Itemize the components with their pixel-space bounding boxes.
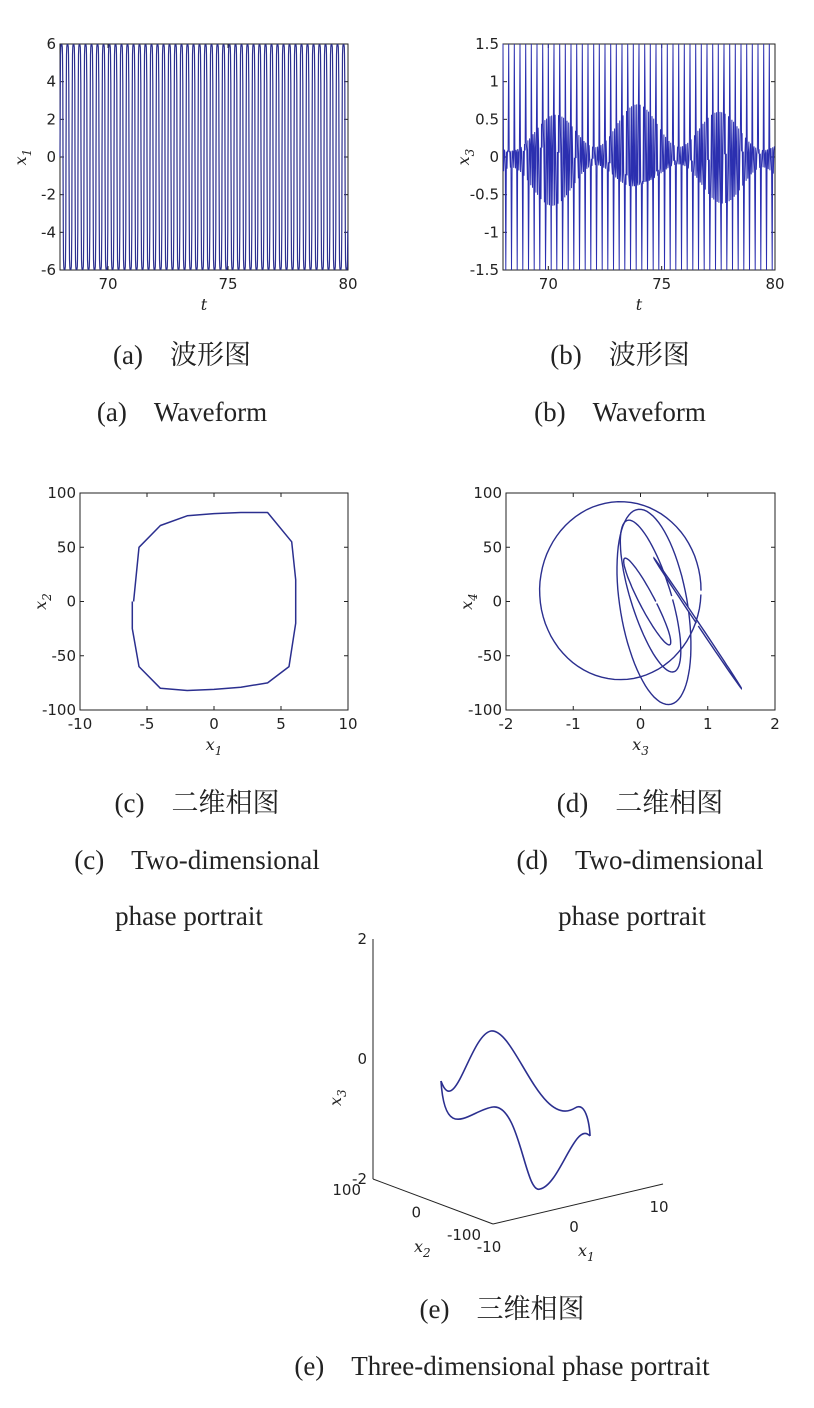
y-tick-label: -50 — [51, 646, 76, 665]
x-tick-label: 5 — [276, 715, 286, 733]
y-axis-label: $x_4$ — [457, 593, 480, 610]
y-tick-label: 0 — [489, 148, 499, 166]
x3-tick-label: 2 — [357, 930, 367, 948]
chart-c — [31, 484, 358, 931]
x-tick-label: 80 — [338, 275, 358, 293]
x-tick-label: 80 — [765, 275, 785, 293]
y-tick-label: 1.5 — [475, 35, 499, 53]
chart-a — [11, 35, 358, 427]
x3-axis-label: $x_3$ — [326, 1089, 349, 1106]
y-tick-label: 0 — [492, 592, 502, 611]
series-x1-line — [60, 45, 348, 270]
x1-axis-label: $x_1$ — [578, 1241, 595, 1264]
x2-tick-label: -100 — [446, 1226, 481, 1244]
x1-tick-label: 0 — [569, 1218, 579, 1236]
caption-cn: (c) 二维相图 — [114, 788, 280, 818]
caption-en: (d) Two-dimensional — [516, 845, 764, 875]
series-3d-lower-branch — [441, 1081, 590, 1189]
y-axis-label: $x_3$ — [454, 148, 477, 166]
x-tick-label: -5 — [139, 715, 155, 733]
x2-axis-label: $x_2$ — [414, 1237, 431, 1260]
plot-frame — [80, 493, 348, 710]
caption-en: (e) Three-dimensional phase portrait — [294, 1351, 710, 1381]
x-axis-label: t — [635, 295, 643, 314]
x-axis-label: t — [200, 295, 208, 314]
y-tick-label: -2 — [41, 185, 56, 204]
y-tick-label: -100 — [41, 701, 76, 719]
caption-en: (c) Two-dimensional — [74, 845, 320, 875]
caption-en: phase portrait — [115, 901, 263, 931]
x-tick-label: 2 — [770, 715, 780, 733]
x-tick-label: 0 — [635, 715, 646, 733]
y-tick-label: 0.5 — [475, 110, 499, 129]
y-tick-label: -0.5 — [469, 185, 499, 204]
x-axis-label: $x_1$ — [205, 735, 223, 758]
y-tick-label: 6 — [46, 35, 56, 53]
caption-en: (a) Waveform — [96, 397, 268, 427]
chart-e — [294, 930, 710, 1381]
x-tick-label: -2 — [498, 715, 514, 733]
y-tick-label: 0 — [66, 592, 76, 611]
y-tick-label: 50 — [56, 538, 76, 557]
caption-cn: (d) 二维相图 — [556, 788, 724, 818]
y-tick-label: -1.5 — [469, 261, 499, 279]
x1-tick-label: 10 — [649, 1198, 669, 1216]
y-tick-label: 4 — [46, 72, 56, 91]
caption-cn: (a) 波形图 — [113, 340, 251, 370]
x-tick-label: 75 — [218, 275, 238, 293]
chart-d — [457, 484, 780, 931]
x3-tick-label: 0 — [357, 1050, 367, 1068]
y-tick-label: -4 — [41, 223, 56, 242]
y-tick-label: 100 — [47, 484, 76, 502]
series-x4-vs-x3-loop — [617, 509, 691, 704]
x-tick-label: 70 — [538, 275, 558, 293]
y-tick-label: -50 — [477, 646, 502, 665]
x2-tick-label: 0 — [411, 1203, 421, 1222]
y-tick-label: 2 — [46, 110, 56, 129]
y-tick-label: 1 — [489, 72, 499, 91]
y-tick-label: -1 — [484, 223, 499, 242]
chart-b — [454, 35, 785, 427]
x-tick-label: -10 — [67, 715, 93, 733]
x-tick-label: 75 — [652, 275, 672, 293]
y-tick-label: 100 — [473, 484, 502, 502]
y-tick-label: -100 — [467, 701, 502, 719]
caption-cn: (b) 波形图 — [550, 340, 690, 370]
y-tick-label: 0 — [46, 148, 56, 166]
y-axis-label: $x_2$ — [31, 593, 54, 610]
series-x2-vs-x1-line — [132, 513, 295, 691]
x-tick-label: 70 — [98, 275, 118, 293]
y-tick-label: -6 — [41, 261, 56, 279]
caption-en: (b) Waveform — [534, 397, 706, 427]
y-tick-label: 50 — [482, 538, 502, 557]
x-axis-label: $x_3$ — [632, 735, 649, 758]
x-tick-label: -1 — [565, 715, 581, 733]
x-tick-label: 1 — [702, 715, 713, 733]
y-axis-label: $x_1$ — [11, 148, 34, 166]
x1-tick-label: -10 — [476, 1238, 502, 1256]
caption-en: phase portrait — [558, 901, 706, 931]
series-x3-line — [503, 44, 774, 270]
x-tick-label: 0 — [209, 715, 219, 733]
x2-axis-line — [373, 1179, 493, 1224]
caption-cn: (e) 三维相图 — [419, 1294, 585, 1324]
series-3d-upper-branch — [441, 1031, 590, 1136]
x3-tick-label: -2 — [352, 1170, 367, 1188]
x-tick-label: 10 — [338, 715, 358, 733]
x2-tick-label: 100 — [332, 1181, 361, 1199]
series-x4-vs-x3-loop — [654, 558, 741, 688]
